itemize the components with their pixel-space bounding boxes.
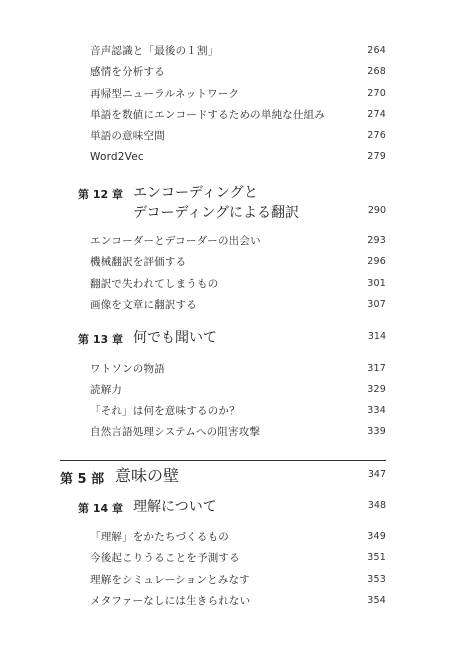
toc-entry[interactable] (90, 572, 386, 588)
toc-entry[interactable] (90, 128, 386, 144)
chapter-title-line-2: デコーディングによる翻訳 (133, 205, 300, 221)
toc-entry-label: 機械翻訳を評価する (90, 256, 187, 268)
toc-entry-label: 再帰型ニューラルネットワーク (90, 88, 240, 100)
toc-entry-label: 感情を分析する (90, 66, 165, 78)
toc-entry-page: 268 (367, 66, 386, 77)
toc-entry-label: メタファーなしには生きられない (90, 595, 251, 607)
toc-entry[interactable] (90, 424, 386, 440)
chapter-title: 理解について (133, 499, 217, 515)
toc-entry[interactable] (90, 361, 386, 377)
toc-entry-label: 理解をシミュレーションとみなす (90, 574, 250, 586)
toc-entry-label: 自然言語処理システムへの阻害攻撃 (90, 426, 261, 438)
toc-entry-page: 276 (367, 130, 386, 141)
toc-entry-label: 「理解」をかたちづくるもの (90, 531, 229, 543)
part-divider-rule (60, 460, 386, 461)
toc-entry-page: 274 (367, 109, 386, 120)
chapter-number: 第 14 章 (78, 502, 123, 515)
toc-entry-page: 293 (367, 235, 386, 246)
toc-entry-label: 単語を数値にエンコードするための単純な仕組み (90, 109, 326, 121)
chapter-number: 第 12 章 (78, 188, 123, 201)
toc-entry[interactable] (90, 550, 386, 566)
toc-entry-page: 354 (367, 595, 386, 606)
toc-entry-page: 339 (367, 426, 386, 437)
chapter-page: 348 (367, 500, 386, 511)
chapter-title-line-1: エンコーディングと (133, 185, 258, 201)
toc-entry-page: 307 (367, 299, 386, 310)
toc-entry[interactable] (90, 107, 386, 123)
toc-entry-page: 334 (367, 405, 386, 416)
chapter-heading-12[interactable] (78, 186, 386, 224)
toc-entry-page: 301 (367, 278, 386, 289)
toc-entry[interactable] (90, 254, 386, 270)
toc-entry-page: 296 (367, 256, 386, 267)
toc-entry-label: 今後起こりうることを予測する (90, 552, 240, 564)
toc-entry-label: エンコーダーとデコーダーの出会い (90, 235, 261, 247)
toc-entry[interactable] (90, 233, 386, 249)
part-page: 347 (367, 469, 386, 480)
toc-entry-label: Word2Vec (90, 151, 144, 163)
toc-entry-page: 353 (367, 574, 386, 585)
chapter-heading-14[interactable] (78, 500, 386, 520)
toc-entry-page: 279 (367, 151, 386, 162)
toc-entry-page: 264 (367, 45, 386, 56)
chapter-heading-13[interactable] (78, 331, 386, 351)
part-heading-5[interactable] (60, 465, 386, 489)
toc-entry-label: 単語の意味空間 (90, 130, 165, 142)
toc-entry[interactable] (90, 276, 386, 292)
toc-entry[interactable] (90, 149, 386, 165)
toc-entry-label: ワトソンの物語 (90, 363, 165, 375)
toc-entry[interactable] (90, 43, 386, 59)
toc-entry-page: 349 (367, 531, 386, 542)
toc-entry-label: 翻訳で失われてしまうもの (90, 278, 219, 290)
part-title: 意味の壁 (115, 466, 180, 485)
toc-entry[interactable] (90, 86, 386, 102)
toc-entry[interactable] (90, 529, 386, 545)
toc-entry-page: 270 (367, 88, 386, 99)
toc-entry[interactable] (90, 64, 386, 80)
toc-entry-label: 音声認識と「最後の１割」 (90, 45, 219, 57)
toc-entry-label: 読解力 (90, 384, 123, 396)
chapter-title: 何でも聞いて (133, 330, 217, 346)
chapter-page: 290 (367, 205, 386, 216)
toc-entry-page: 329 (367, 384, 386, 395)
toc-entry-page: 317 (367, 363, 386, 374)
toc-entry-page: 351 (367, 552, 386, 563)
chapter-page: 314 (367, 331, 386, 342)
chapter-number: 第 13 章 (78, 333, 123, 346)
part-number: 第 5 部 (60, 472, 105, 487)
toc-entry[interactable] (90, 382, 386, 398)
toc-entry-label: 「それ」は何を意味するのか？ (90, 405, 240, 417)
toc-entry[interactable] (90, 403, 386, 419)
toc-entry[interactable] (90, 593, 386, 609)
toc-entry[interactable] (90, 297, 386, 313)
toc-entry-label: 画像を文章に翻訳する (90, 299, 197, 311)
